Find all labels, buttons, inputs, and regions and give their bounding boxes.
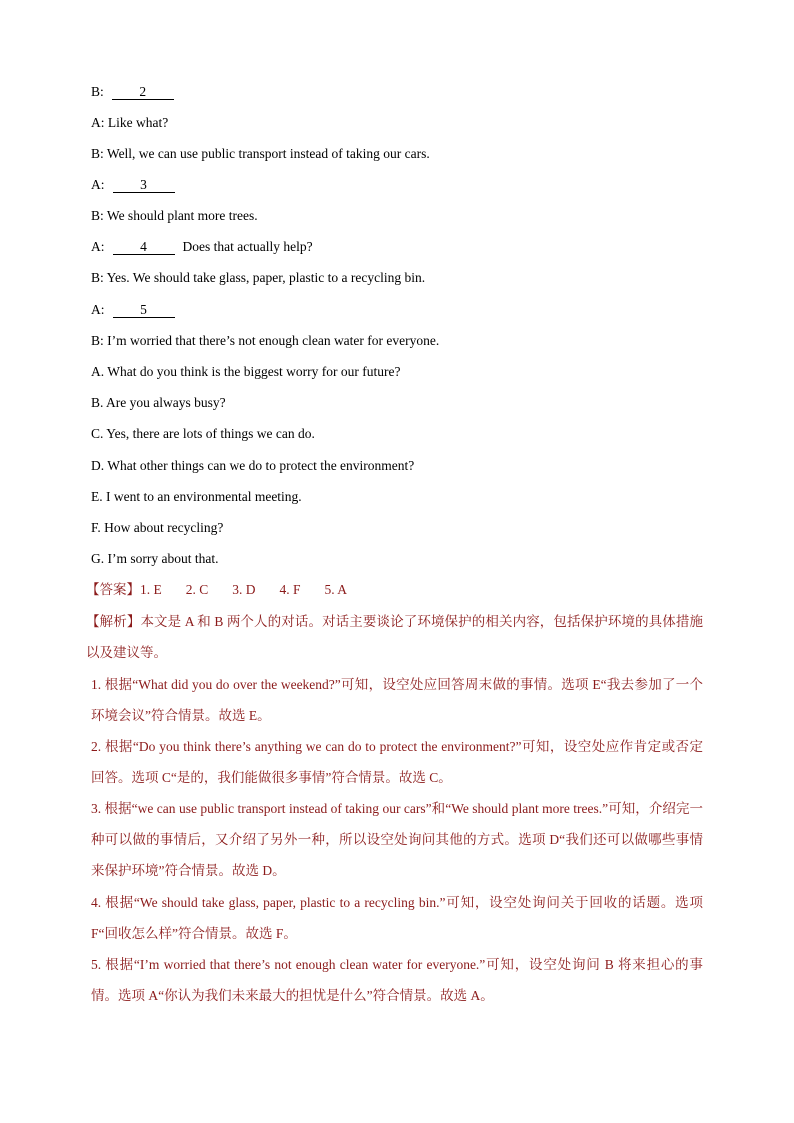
analysis-point-text: 1. 根据“What did you do over the weekend?”可知，设空处应回答周末做的事情。选项 E“我去参加了一个环境会议”符合情景。故选 E。: [91, 677, 703, 723]
analysis-point-text: 3. 根据“we can use public transport instead of taking our cars”和“We should plant more trees.”可知，介绍完一种可以做的事情后，又介绍了另外一种，所以设空处询问其他的方式。选项 D“我们还可以做哪些事情来保护环境”符合情景。故选 D。: [91, 801, 703, 878]
answer-item: 4. F: [279, 582, 301, 597]
dialogue-line-6: [91, 239, 313, 255]
dialogue-text: We should plant more trees.: [106, 208, 258, 223]
analysis-intro-text: 本文是 A 和 B 两个人的对话。对话主要谈论了环境保护的相关内容，包括保护环境的具体措施以及建议等。: [86, 614, 703, 660]
analysis-label: 【解析】: [86, 614, 141, 629]
analysis-intro: [86, 606, 703, 668]
blank-3: 3: [113, 178, 175, 193]
blank-4: 4: [113, 240, 175, 255]
answer-item: 5. A: [324, 582, 348, 597]
option-c: C. Yes, there are lots of things we can do.: [91, 426, 315, 441]
dialogue-text: Does that actually help?: [182, 239, 313, 254]
option-d: D. What other things can we do to protect the environment?: [91, 458, 415, 473]
option-a: A. What do you think is the biggest worry for our future?: [91, 364, 401, 379]
option-b: B. Are you always busy?: [91, 395, 226, 410]
speaker-label: A:: [91, 239, 105, 254]
speaker-label: B:: [91, 270, 104, 285]
speaker-label: A:: [91, 302, 105, 317]
dialogue-line-8: [91, 302, 175, 318]
speaker-label: B:: [91, 333, 104, 348]
answer-key: [86, 582, 371, 598]
dialogue-line-4: [91, 177, 175, 193]
dialogue-line-5: [91, 208, 258, 224]
dialogue-line-7: [91, 270, 425, 286]
analysis-point-text: 4. 根据“We should take glass, paper, plastic to a recycling bin.”可知，设空处询问关于回收的话题。选项 F“回收怎么样”符合情景。故选 F。: [91, 895, 703, 941]
dialogue-line-1: [91, 84, 174, 100]
analysis-point-3: [91, 793, 703, 886]
dialogue-line-3: [91, 146, 430, 162]
option-e: E. I went to an environmental meeting.: [91, 489, 302, 504]
speaker-label: B:: [91, 208, 104, 223]
dialogue-text: Well, we can use public transport instead of taking our cars.: [106, 146, 430, 161]
blank-2: 2: [112, 85, 174, 100]
answer-item: 3. D: [232, 582, 256, 597]
answer-item: 2. C: [185, 582, 209, 597]
answer-item: 1. E: [140, 582, 162, 597]
analysis-point-5: [91, 949, 703, 1011]
dialogue-text: I’m worried that there’s not enough clean water for everyone.: [107, 333, 440, 348]
answer-label: 【答案】: [86, 582, 140, 597]
dialogue-line-2: [91, 115, 168, 131]
analysis-point-4: [91, 887, 703, 949]
speaker-label: A:: [91, 177, 105, 192]
speaker-label: B:: [91, 84, 104, 99]
analysis-point-text: 2. 根据“Do you think there’s anything we can do to protect the environment?”可知，设空处应作肯定或否定回答。选项 C“是的，我们能做很多事情”符合情景。故选 C。: [91, 739, 703, 785]
analysis-point-1: [91, 669, 703, 731]
dialogue-line-9: [91, 333, 439, 349]
dialogue-text: Yes. We should take glass, paper, plastic to a recycling bin.: [106, 270, 426, 285]
analysis-point-text: 5. 根据“I’m worried that there’s not enough clean water for everyone.”可知，设空处询问 B 将来担心的事情。选项 A“你认为我们未来最大的担忧是什么”符合情景。故选 A。: [91, 957, 703, 1003]
blank-5: 5: [113, 303, 175, 318]
option-g: G. I’m sorry about that.: [91, 551, 219, 566]
speaker-label: B:: [91, 146, 104, 161]
speaker-label: A:: [91, 115, 105, 130]
dialogue-text: Like what?: [107, 115, 169, 130]
analysis-point-2: [91, 731, 703, 793]
option-f: F. How about recycling?: [91, 520, 224, 535]
